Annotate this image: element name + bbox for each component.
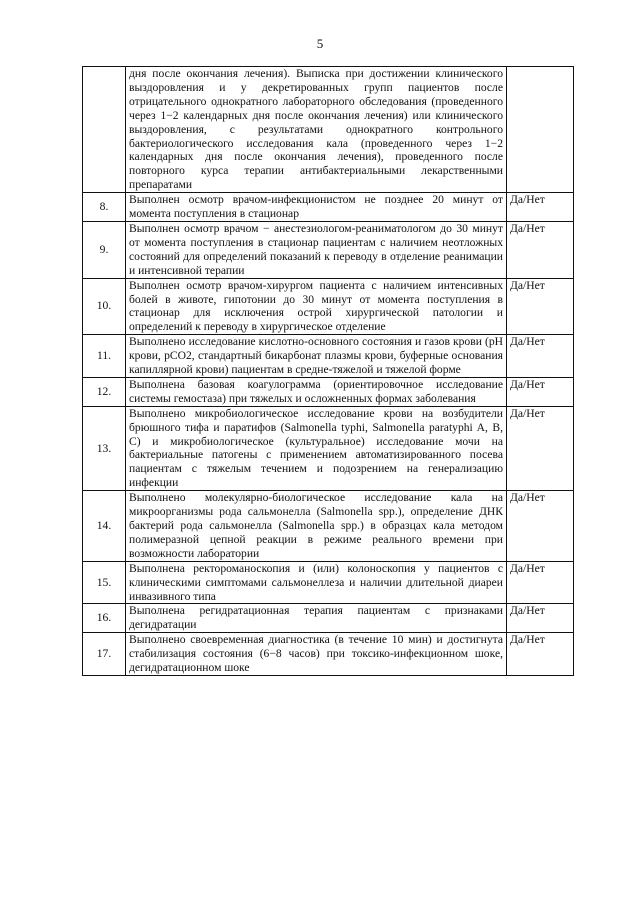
row-number: 16. [83, 604, 126, 633]
answer-cell: Да/Нет [507, 561, 574, 604]
criterion-text: Выполнен осмотр врачом-инфекционистом не позднее 20 минут от момента поступления в стационар [126, 193, 507, 222]
answer-cell: Да/Нет [507, 193, 574, 222]
criterion-text: Выполнено исследование кислотно-основного состояния и газов крови (pH крови, pCO2, стандартный бикарбонат плазмы крови, буферные основания капиллярной крови) пациентам в средне-тяжелой и тяжелой форме [126, 335, 507, 378]
row-number: 13. [83, 406, 126, 490]
answer-cell: Да/Нет [507, 491, 574, 562]
criterion-text: Выполнена ректороманоскопия и (или) колоноскопия у пациентов с клиническими симптомами сальмонеллеза и наличии длительной диареи инвазивного типа [126, 561, 507, 604]
row-number: 14. [83, 491, 126, 562]
row-number [83, 67, 126, 193]
row-number: 11. [83, 335, 126, 378]
table-row [83, 335, 574, 378]
criterion-text: Выполнена регидратационная терапия пациентам с признаками дегидратации [126, 604, 507, 633]
criterion-text: Выполнена базовая коагулограмма (ориентировочное исследование системы гемостаза) при тяжелых и осложненных формах заболевания [126, 377, 507, 406]
page-number: 5 [316, 36, 324, 51]
answer-cell [507, 67, 574, 193]
row-number: 12. [83, 377, 126, 406]
answer-cell: Да/Нет [507, 221, 574, 278]
criterion-text: Выполнено микробиологическое исследование крови на возбудители брюшного тифа и паратифов (Salmonella typhi, Salmonella paratyphi A, B, C) и микробиологическое (культуральное) исследование мочи на бактериальные патогены с применением автоматизированного посева пациентам с тяжелым течением и подозрением на генерализацию инфекции [126, 406, 507, 490]
table-row [83, 406, 574, 490]
answer-cell: Да/Нет [507, 406, 574, 490]
row-number: 17. [83, 633, 126, 676]
answer-cell: Да/Нет [507, 377, 574, 406]
answer-cell: Да/Нет [507, 278, 574, 335]
row-number: 10. [83, 278, 126, 335]
criterion-text: Выполнено молекулярно-биологическое исследование кала на микроорганизмы рода сальмонелла (Salmonella spp.), определение ДНК бактерий рода сальмонелла (Salmonella spp.) в образцах кала методом полимеразной цепной реакции в режиме реального времени при возможности лаборатории [126, 491, 507, 562]
answer-cell: Да/Нет [507, 604, 574, 633]
criterion-text: Выполнен осмотр врачом − анестезиологом-реаниматологом до 30 минут от момента поступления в стационар пациентам с наличием неотложных состояний для определений показаний к переводу в отделение реанимации и интенсивной терапии [126, 221, 507, 278]
table-row [83, 67, 574, 193]
criterion-text: Выполнен осмотр врачом-хирургом пациента с наличием интенсивных болей в животе, гипотонии до 30 минут от момента поступления в стационар для исключения острой хирургической патологии и определений к переводу в хирургическое отделение [126, 278, 507, 335]
table-row [83, 193, 574, 222]
criterion-text: Выполнено своевременная диагностика (в течение 10 мин) и достигнута стабилизация состояния (6−8 часов) при токсико-инфекционном шоке, дегидратационном шоке [126, 633, 507, 676]
table-row [83, 377, 574, 406]
row-number: 8. [83, 193, 126, 222]
answer-cell: Да/Нет [507, 335, 574, 378]
table-row [83, 633, 574, 676]
criterion-text: дня после окончания лечения). Выписка при достижении клинического выздоровления и у декретированных групп пациентов после отрицательного однократного лабораторного обследования (проведенного через 1−2 календарных дня после окончания лечения) или клинического выздоровления, с результатами однократного контрольного бактериологического исследования кала (проведенного через 1−2 календарных дня после окончания лечения), проведенного после повторного курса терапии антибактериальными лекарственными препаратами [126, 67, 507, 193]
table-row [83, 278, 574, 335]
row-number: 9. [83, 221, 126, 278]
table-row [83, 561, 574, 604]
table-row [83, 221, 574, 278]
row-number: 15. [83, 561, 126, 604]
table-row [83, 604, 574, 633]
answer-cell: Да/Нет [507, 633, 574, 676]
table-row [83, 491, 574, 562]
quality-criteria-table [82, 66, 574, 676]
